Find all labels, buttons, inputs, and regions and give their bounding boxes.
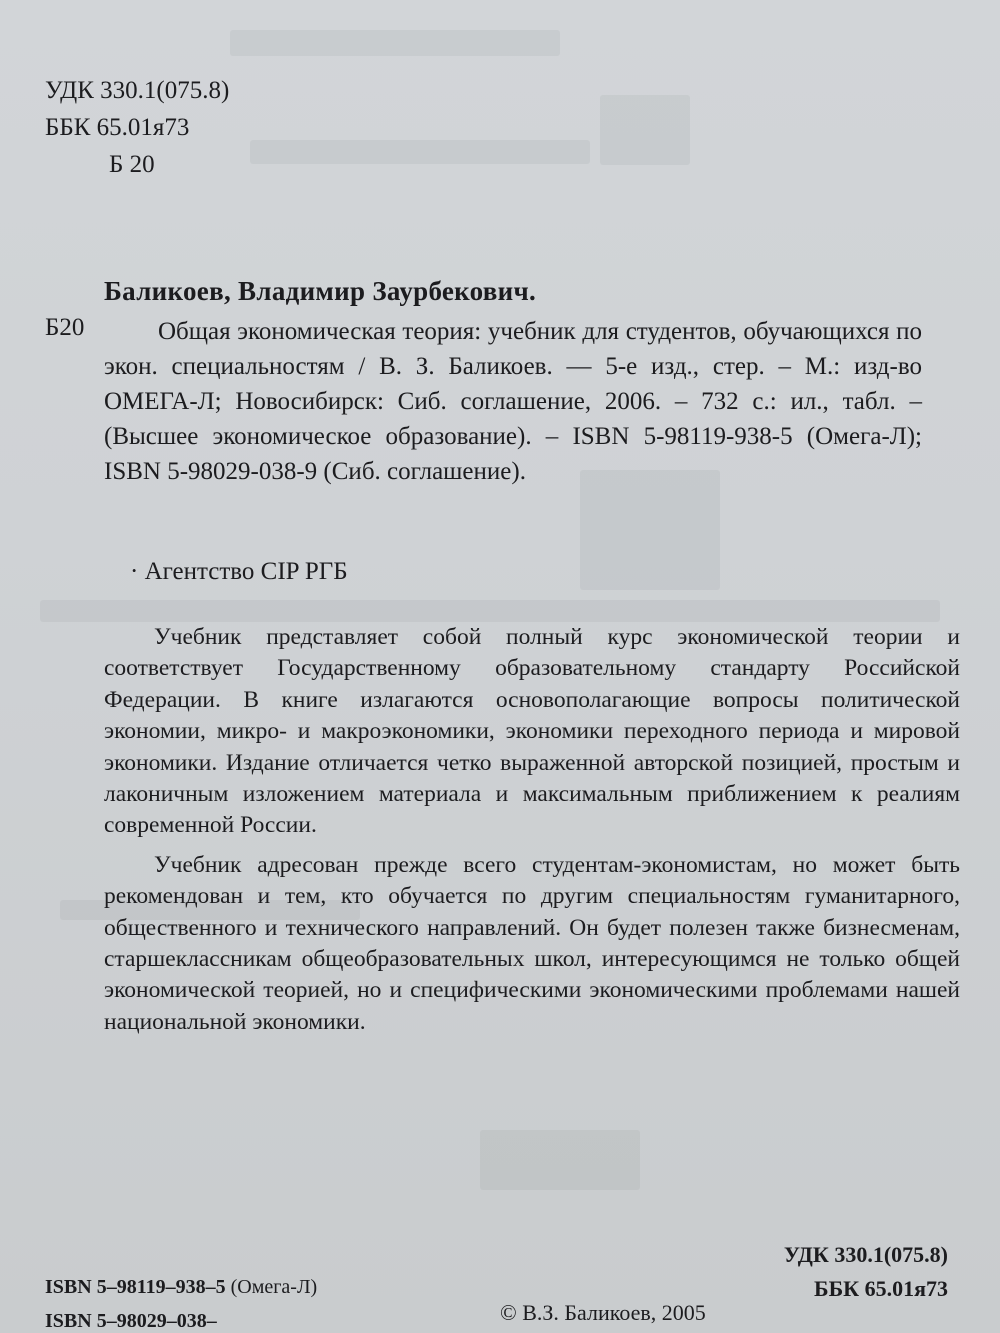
cip-agency-line: · Агентство CIP РГБ — [130, 558, 348, 585]
isbn-publisher: (Омега-Л) — [230, 1276, 318, 1298]
copyright-notice: © В.З. Баликоев, 2005 — [500, 1300, 706, 1325]
footer-classification-block — [784, 1238, 948, 1306]
isbn-block — [45, 1270, 317, 1333]
bibliographic-code: Б20 — [45, 314, 85, 341]
isbn-number: ISBN 5–98119–938–5 — [45, 1276, 226, 1298]
udc-classification-block — [45, 72, 229, 183]
bbk-code: ББК 65.01я73 — [45, 114, 190, 141]
footer-udk-code: УДК 330.1(075.8) — [783, 1242, 948, 1267]
footer-bbk-code: ББК 65.01я73 — [814, 1276, 948, 1301]
udk-code: УДК 330.1(075.8) — [45, 77, 230, 104]
author-mark-code: Б 20 — [109, 151, 155, 178]
annotation-paragraph: Учебник представляет собой полный курс экономической теории и соответствует Государственному образовательному стандарту Российской Федерации. В книге излагаются основополагающие вопросы политической экономии, микро- и макроэкономики, экономики переходного периода и мировой экономики. Издание отличается четко выраженной авторской позицией, простым и лаконичным изложением материала и максимальным приближением к реалиям современной России. — [104, 624, 960, 839]
isbn-number: ISBN 5–98029–038– — [45, 1310, 217, 1332]
annotation-paragraph: Учебник адресован прежде всего студентам-экономистам, но может быть рекомендован и тем, кто обучается по другим специальностям гуманитарного, общественного и технического направлений. Он будет полезен также бизнесменам, старшеклассникам общеобразовательных школ, интересующимся не только общей экономической теорией, но и специфическими экономическими проблемами нашей национальной экономики. — [104, 851, 960, 1035]
author-heading: Баликоев, Владимир Заурбекович. — [104, 276, 537, 306]
bibliographic-entry: Общая экономическая теория: учебник для студентов, обучающихся по экон. специальностям / В. З. Баликоев. — 5-е изд., стер. – М.: изд-во ОМЕГА-Л; Новосибирск: Сиб. соглашение, 2006. – 732 с.: ил., табл. – (Высшее экономическое образование). – ISBN 5-98119-938-5 (Омега-Л); ISBN 5-98029-038-9 (Сиб. соглашение). — [104, 318, 922, 485]
annotation-block — [104, 622, 960, 1038]
